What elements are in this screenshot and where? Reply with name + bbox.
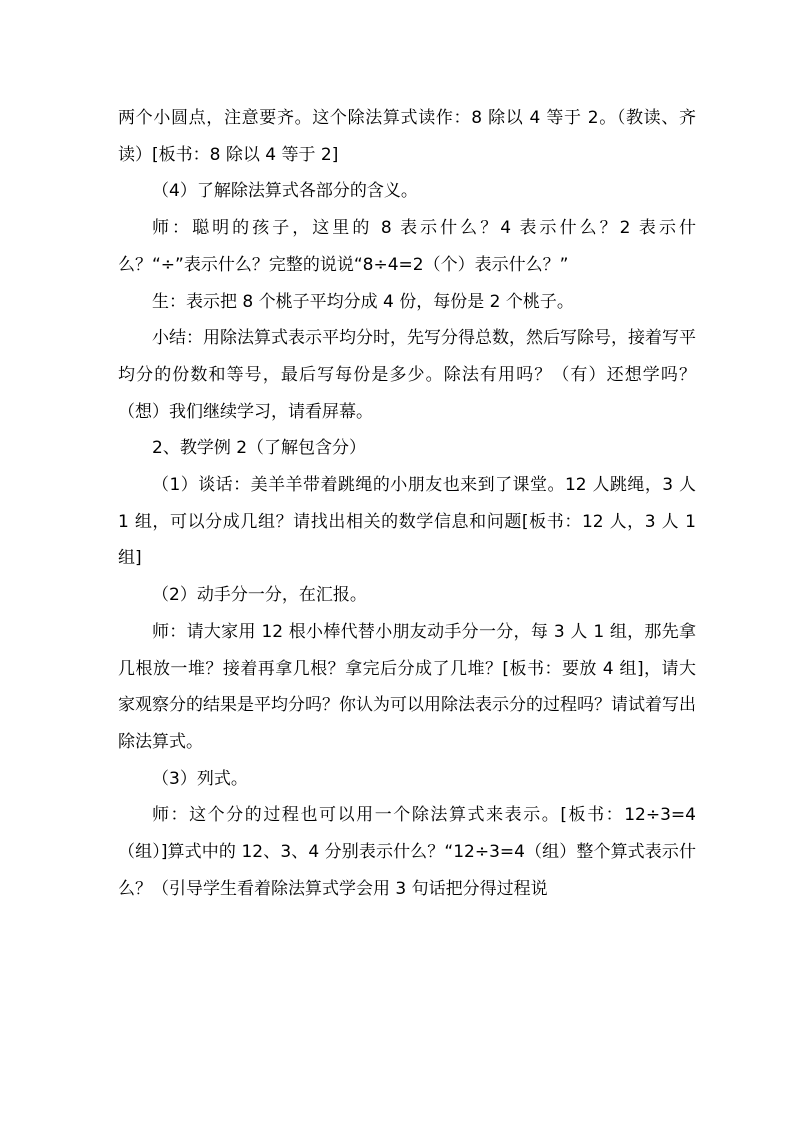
paragraph-3: 师：聪明的孩子，这里的 8 表示什么？4 表示什么？2 表示什么？“÷”表示什么？完整的说说“8÷4=2（个）表示什么？” [118,218,696,275]
paragraph-8: （2）动手分一分，在汇报。 [152,585,367,606]
paragraph-9: 师：请大家用 12 根小棒代替小朋友动手分一分，每 3 人 1 组，那先拿几根放一堆？接着再拿几根？拿完后分成了几堆？[板书：要放 4 组]，请大家观察分的结果是平均分吗？你认为可以用除法表示分的过程吗？请试着写出除法算式。 [118,621,696,752]
document-body [118,100,696,907]
paragraph-6: 2、教学例 2（了解包含分） [152,438,367,459]
paragraph-4: 生：表示把 8 个桃子平均分成 4 份，每份是 2 个桃子。 [152,291,574,312]
paragraph-7: （1）谈话：美羊羊带着跳绳的小朋友也来到了课堂。12 人跳绳，3 人 1 组，可以分成几组？请找出相关的数学信息和问题[板书：12 人，3 人 1 组] [118,475,696,569]
paragraph-1: 两个小圆点，注意要齐。这个除法算式读作：8 除以 4 等于 2。（教读、齐读）[板书：8 除以 4 等于 2] [118,108,696,165]
paragraph-11: 师：这个分的过程也可以用一个除法算式来表示。[板书：12÷3=4（组）]算式中的 12、3、4 分别表示什么？“12÷3=4（组）整个算式表示什么？（引导学生看着除法算式学会用 3 句话把分得过程说 [118,805,696,899]
paragraph-5: 小结：用除法算式表示平均分时，先写分得总数，然后写除号，接着写平均分的份数和等号，最后写每份是多少。除法有用吗？（有）还想学吗？（想）我们继续学习，请看屏幕。 [118,328,696,422]
paragraph-2: （4）了解除法算式各部分的含义。 [152,181,418,202]
paragraph-10: （3）列式。 [152,768,248,789]
